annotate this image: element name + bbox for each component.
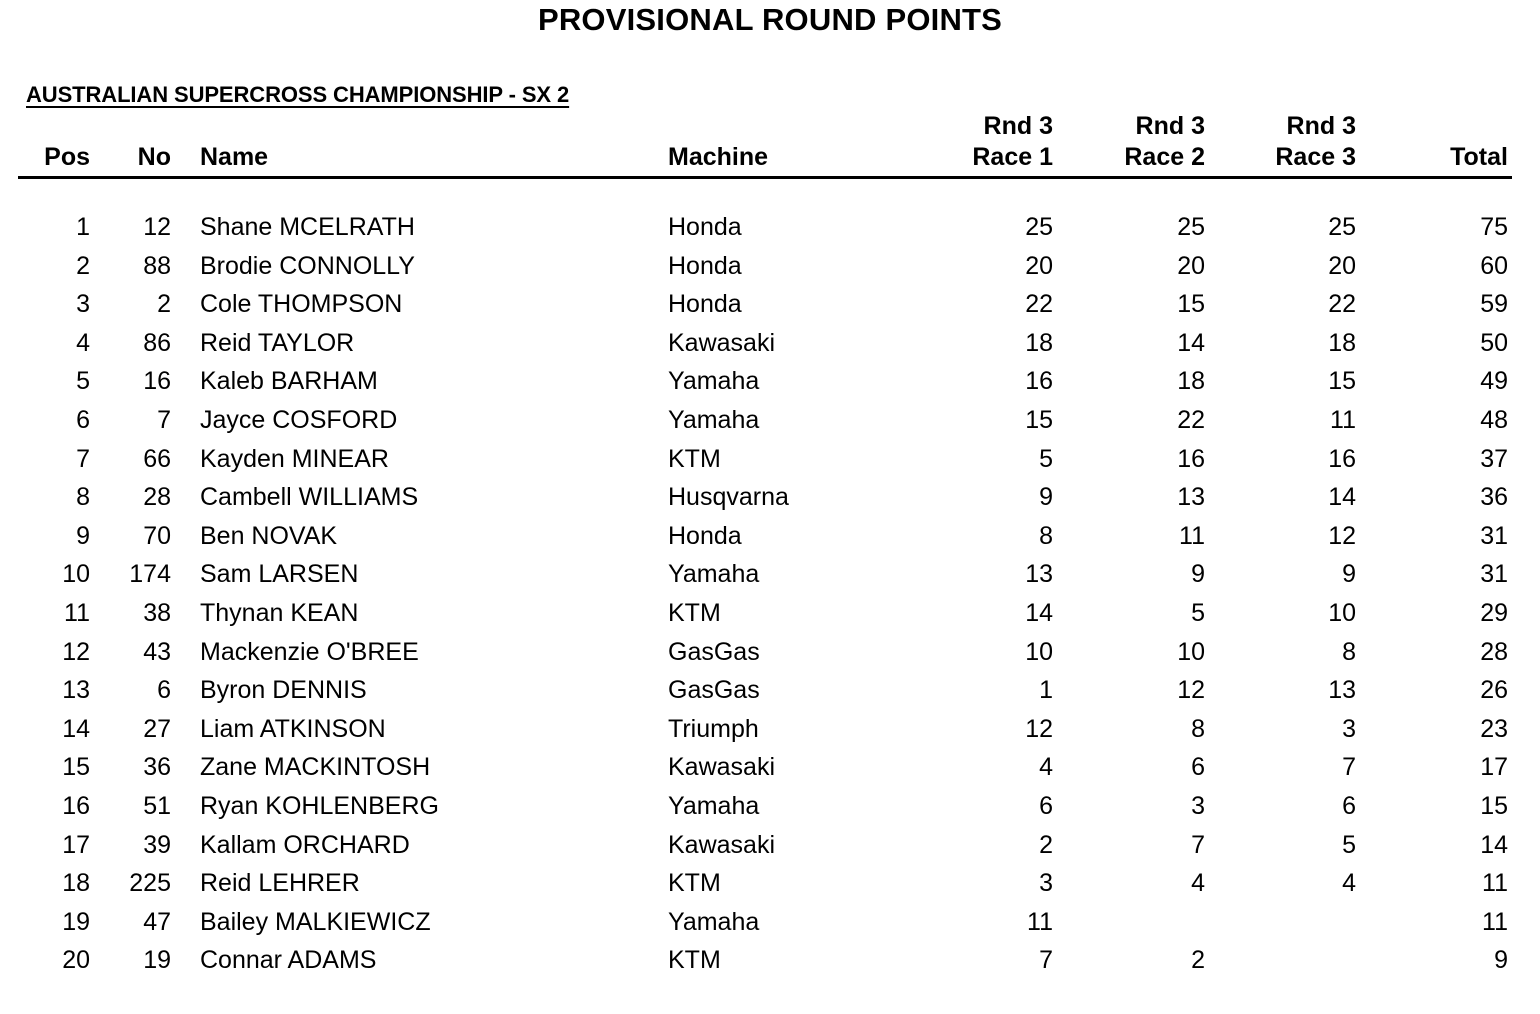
cell-race3-points: 14 xyxy=(1328,483,1356,512)
cell-position: 11 xyxy=(64,599,90,627)
table-row xyxy=(0,401,1540,439)
cell-rider-name: Shane MCELRATH xyxy=(200,213,415,241)
cell-race1-points: 9 xyxy=(1039,483,1053,512)
cell-position: 1 xyxy=(76,213,90,241)
cell-rider-name: Cole THOMPSON xyxy=(200,290,403,319)
cell-race3-points: 8 xyxy=(1342,637,1356,666)
header-race3-round: Rnd 3 xyxy=(1286,112,1356,140)
cell-rider-name: Brodie CONNOLLY xyxy=(200,251,415,280)
cell-total-points: 11 xyxy=(1482,869,1508,898)
cell-race2-points: 25 xyxy=(1177,213,1205,241)
header-race1: Race 1 xyxy=(972,143,1053,171)
cell-race3-points: 3 xyxy=(1342,714,1356,743)
cell-race2-points: 7 xyxy=(1191,830,1205,859)
cell-race2-points: 2 xyxy=(1191,946,1205,975)
cell-race2-points: 6 xyxy=(1191,753,1205,782)
cell-race2-points: 12 xyxy=(1177,676,1205,705)
cell-total-points: 75 xyxy=(1480,213,1508,241)
cell-race1-points: 10 xyxy=(1025,637,1053,666)
cell-race2-points: 8 xyxy=(1191,714,1205,743)
cell-race1-points: 8 xyxy=(1039,521,1053,550)
table-row xyxy=(0,247,1540,285)
cell-machine: Triumph xyxy=(668,714,759,743)
cell-machine: KTM xyxy=(668,444,721,473)
table-header-row xyxy=(0,141,1540,173)
cell-race3-points: 11 xyxy=(1330,406,1356,434)
table-row xyxy=(0,633,1540,671)
table-row xyxy=(0,748,1540,786)
cell-machine: Yamaha xyxy=(668,907,760,936)
cell-total-points: 23 xyxy=(1480,714,1508,743)
cell-race1-points: 13 xyxy=(1025,560,1053,589)
cell-machine: Honda xyxy=(668,521,742,550)
cell-number: 7 xyxy=(157,406,171,434)
cell-machine: Yamaha xyxy=(668,406,760,434)
table-row xyxy=(0,362,1540,400)
cell-race1-points: 5 xyxy=(1039,444,1053,473)
cell-total-points: 31 xyxy=(1480,560,1508,589)
cell-position: 7 xyxy=(76,444,90,473)
cell-position: 9 xyxy=(76,521,90,550)
cell-machine: Husqvarna xyxy=(668,483,789,512)
cell-race3-points: 7 xyxy=(1342,753,1356,782)
cell-race3-points: 6 xyxy=(1342,792,1356,820)
cell-total-points: 31 xyxy=(1480,521,1508,550)
table-row xyxy=(0,324,1540,362)
cell-race1-points: 18 xyxy=(1025,328,1053,357)
header-race2-round: Rnd 3 xyxy=(1135,112,1205,140)
cell-race3-points: 9 xyxy=(1342,560,1356,589)
cell-rider-name: Reid TAYLOR xyxy=(200,328,355,357)
cell-total-points: 48 xyxy=(1480,406,1508,434)
cell-race2-points: 4 xyxy=(1191,869,1205,898)
cell-number: 39 xyxy=(143,830,171,859)
cell-race1-points: 7 xyxy=(1039,946,1053,975)
cell-number: 28 xyxy=(143,483,171,512)
cell-total-points: 28 xyxy=(1480,637,1508,666)
cell-position: 16 xyxy=(62,792,90,820)
cell-rider-name: Bailey MALKIEWICZ xyxy=(200,907,431,936)
cell-total-points: 49 xyxy=(1480,367,1508,396)
header-name: Name xyxy=(200,143,269,171)
table-row xyxy=(0,478,1540,516)
table-row xyxy=(0,787,1540,825)
cell-machine: Kawasaki xyxy=(668,753,775,782)
cell-race1-points: 25 xyxy=(1025,213,1053,241)
cell-rider-name: Ben NOVAK xyxy=(200,521,338,550)
cell-number: 70 xyxy=(143,521,171,550)
cell-rider-name: Sam LARSEN xyxy=(200,560,359,589)
cell-machine: Yamaha xyxy=(668,560,760,589)
cell-total-points: 50 xyxy=(1480,328,1508,357)
cell-race3-points: 15 xyxy=(1328,367,1356,396)
cell-machine: Yamaha xyxy=(668,792,760,820)
cell-machine: KTM xyxy=(668,946,721,975)
cell-number: 225 xyxy=(129,869,171,898)
table-row xyxy=(0,671,1540,709)
cell-race1-points: 20 xyxy=(1025,251,1053,280)
cell-number: 16 xyxy=(143,367,171,396)
cell-race1-points: 14 xyxy=(1025,599,1053,627)
table-row xyxy=(0,285,1540,323)
cell-machine: Honda xyxy=(668,290,742,319)
table-header-row-top xyxy=(0,110,1540,142)
cell-race3-points: 13 xyxy=(1328,676,1356,705)
cell-position: 8 xyxy=(76,483,90,512)
cell-race1-points: 22 xyxy=(1025,290,1053,319)
cell-rider-name: Mackenzie O'BREE xyxy=(200,637,419,666)
cell-position: 6 xyxy=(76,406,90,434)
cell-total-points: 29 xyxy=(1480,599,1508,627)
cell-number: 51 xyxy=(143,792,171,820)
cell-rider-name: Cambell WILLIAMS xyxy=(200,483,419,512)
cell-position: 5 xyxy=(76,367,90,396)
cell-race3-points: 10 xyxy=(1328,599,1356,627)
cell-rider-name: Thynan KEAN xyxy=(200,599,359,627)
cell-race2-points: 22 xyxy=(1177,406,1205,434)
table-row xyxy=(0,941,1540,979)
cell-position: 2 xyxy=(76,251,90,280)
header-no: No xyxy=(137,143,171,171)
cell-race3-points: 12 xyxy=(1328,521,1356,550)
cell-position: 3 xyxy=(76,290,90,319)
cell-race2-points: 13 xyxy=(1177,483,1205,512)
table-row xyxy=(0,517,1540,555)
cell-number: 12 xyxy=(143,213,171,241)
table-row xyxy=(0,208,1540,246)
cell-position: 14 xyxy=(62,714,90,743)
cell-number: 66 xyxy=(143,444,171,473)
cell-number: 38 xyxy=(143,599,171,627)
cell-rider-name: Jayce COSFORD xyxy=(200,406,398,434)
cell-number: 86 xyxy=(143,328,171,357)
table-row xyxy=(0,903,1540,941)
cell-race1-points: 11 xyxy=(1027,907,1053,936)
table-row xyxy=(0,826,1540,864)
cell-race1-points: 2 xyxy=(1039,830,1053,859)
cell-rider-name: Kaleb BARHAM xyxy=(200,367,378,396)
cell-number: 27 xyxy=(143,714,171,743)
cell-number: 88 xyxy=(143,251,171,280)
cell-number: 36 xyxy=(143,753,171,782)
cell-number: 2 xyxy=(157,290,171,319)
cell-number: 43 xyxy=(143,637,171,666)
cell-race3-points: 5 xyxy=(1342,830,1356,859)
cell-race1-points: 15 xyxy=(1025,406,1053,434)
cell-rider-name: Ryan KOHLENBERG xyxy=(200,792,439,820)
cell-total-points: 59 xyxy=(1480,290,1508,319)
cell-position: 20 xyxy=(62,946,90,975)
cell-race1-points: 1 xyxy=(1039,676,1053,705)
cell-race2-points: 14 xyxy=(1177,328,1205,357)
cell-machine: Honda xyxy=(668,251,742,280)
header-machine: Machine xyxy=(668,143,769,171)
cell-rider-name: Byron DENNIS xyxy=(200,676,367,705)
cell-race2-points: 9 xyxy=(1191,560,1205,589)
cell-race2-points: 20 xyxy=(1177,251,1205,280)
cell-number: 19 xyxy=(143,946,171,975)
cell-race2-points: 5 xyxy=(1191,599,1205,627)
cell-race1-points: 6 xyxy=(1039,792,1053,820)
table-row xyxy=(0,864,1540,902)
cell-rider-name: Liam ATKINSON xyxy=(200,714,386,743)
cell-total-points: 14 xyxy=(1480,830,1508,859)
cell-total-points: 37 xyxy=(1480,444,1508,473)
cell-machine: Honda xyxy=(668,213,742,241)
cell-machine: Kawasaki xyxy=(668,328,775,357)
cell-total-points: 15 xyxy=(1480,792,1508,820)
cell-total-points: 26 xyxy=(1480,676,1508,705)
cell-position: 15 xyxy=(62,753,90,782)
header-race2: Race 2 xyxy=(1124,143,1205,171)
cell-race3-points: 20 xyxy=(1328,251,1356,280)
table-row xyxy=(0,440,1540,478)
cell-race3-points: 16 xyxy=(1328,444,1356,473)
cell-rider-name: Kallam ORCHARD xyxy=(200,830,410,859)
cell-race2-points: 18 xyxy=(1177,367,1205,396)
cell-position: 19 xyxy=(62,907,90,936)
page-title: PROVISIONAL ROUND POINTS xyxy=(537,2,1003,37)
cell-race2-points: 16 xyxy=(1177,444,1205,473)
cell-race1-points: 3 xyxy=(1039,869,1053,898)
cell-rider-name: Connar ADAMS xyxy=(200,946,377,975)
cell-race1-points: 4 xyxy=(1039,753,1053,782)
cell-race3-points: 22 xyxy=(1328,290,1356,319)
cell-total-points: 17 xyxy=(1480,753,1508,782)
cell-race1-points: 12 xyxy=(1025,714,1053,743)
table-row xyxy=(0,594,1540,632)
cell-race3-points: 18 xyxy=(1328,328,1356,357)
cell-number: 47 xyxy=(143,907,171,936)
cell-machine: Yamaha xyxy=(668,367,760,396)
cell-machine: KTM xyxy=(668,869,721,898)
cell-rider-name: Zane MACKINTOSH xyxy=(200,753,431,782)
table-row xyxy=(0,555,1540,593)
championship-class-subtitle: AUSTRALIAN SUPERCROSS CHAMPIONSHIP - SX 2 xyxy=(26,82,570,107)
header-pos: Pos xyxy=(44,143,90,171)
cell-machine: GasGas xyxy=(668,637,760,666)
cell-race3-points: 25 xyxy=(1328,213,1356,241)
cell-total-points: 60 xyxy=(1480,251,1508,280)
cell-race2-points: 3 xyxy=(1191,792,1205,820)
cell-position: 4 xyxy=(76,328,90,357)
cell-rider-name: Reid LEHRER xyxy=(200,869,360,898)
cell-race2-points: 11 xyxy=(1179,521,1205,550)
cell-position: 17 xyxy=(62,830,90,859)
cell-number: 174 xyxy=(129,560,171,589)
cell-machine: KTM xyxy=(668,599,721,627)
cell-position: 18 xyxy=(62,869,90,898)
cell-race2-points: 15 xyxy=(1177,290,1205,319)
cell-machine: GasGas xyxy=(668,676,760,705)
header-race1-round: Rnd 3 xyxy=(983,112,1053,140)
cell-position: 10 xyxy=(62,560,90,589)
cell-number: 6 xyxy=(157,676,171,705)
cell-total-points: 9 xyxy=(1494,946,1508,975)
table-row xyxy=(0,710,1540,748)
cell-total-points: 11 xyxy=(1482,907,1508,936)
header-race3: Race 3 xyxy=(1275,143,1356,171)
header-total: Total xyxy=(1450,143,1508,171)
cell-race2-points: 10 xyxy=(1177,637,1205,666)
cell-position: 12 xyxy=(62,637,90,666)
cell-total-points: 36 xyxy=(1480,483,1508,512)
cell-machine: Kawasaki xyxy=(668,830,775,859)
cell-race3-points: 4 xyxy=(1342,869,1356,898)
cell-race1-points: 16 xyxy=(1025,367,1053,396)
cell-rider-name: Kayden MINEAR xyxy=(200,444,389,473)
cell-position: 13 xyxy=(62,676,90,705)
header-divider-rule xyxy=(18,176,1512,179)
